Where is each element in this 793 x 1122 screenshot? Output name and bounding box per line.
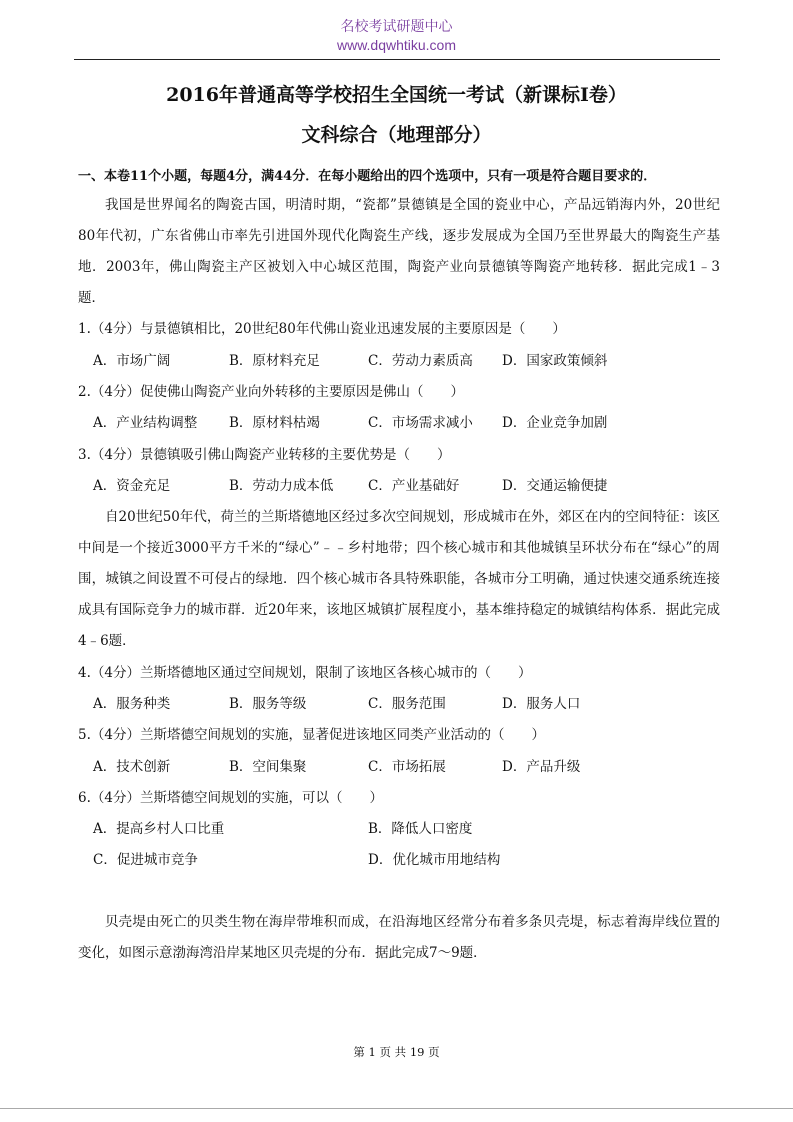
header-divider (74, 59, 720, 60)
q6-option-a: A．提高乡村人口比重 (93, 821, 225, 837)
q3-option-c: C．产业基础好 (368, 478, 460, 494)
q1-option-c: C．劳动力素质高 (368, 353, 473, 369)
question-3: 3.（4分）景德镇吸引佛山陶瓷产业转移的主要优势是（ ） (78, 447, 451, 463)
q1-option-b: B．原材料充足 (229, 353, 320, 369)
section-heading: 一、本卷11个小题，每题4分，满44分．在每小题给出的四个选项中，只有一项是符合题目要求的． (78, 169, 657, 184)
q2-option-c: C．市场需求减小 (368, 415, 473, 431)
question-6: 6.（4分）兰斯塔德空间规划的实施，可以（ ） (78, 790, 383, 806)
q4-option-c: C．服务范围 (368, 696, 446, 712)
site-url[interactable]: www.dqwhtiku.com (336, 37, 457, 53)
q3-option-d: D．交通运输便捷 (502, 478, 608, 494)
question-1: 1.（4分）与景德镇相比，20世纪80年代佛山瓷业迅速发展的主要原因是（ ） (78, 321, 566, 337)
passage-randstad: 自20世纪50年代，荷兰的兰斯塔德地区经过多次空间规划，形成城市在外，郊区在内的空间特征：该区中间是一个接近3000平方千米的“绿心”﹣﹣乡村地带；四个核心城市和其他城镇呈环状分布在“绿心”的周围，城镇之间设置不可侵占的绿地．四个核心城市各具特殊职能，各城市分工明确，通过快速交通系统连接成具有国际竞争力的城市群．近20年来，该地区城镇扩展程度小，基本维持稳定的城镇结构体系．据此完成4﹣6题． (78, 509, 720, 649)
question-5: 5.（4分）兰斯塔德空间规划的实施，显著促进该地区同类产业活动的（ ） (78, 727, 545, 743)
q4-option-d: D．服务人口 (502, 696, 581, 712)
q4-option-b: B．服务等级 (229, 696, 307, 712)
q6-option-b: B．降低人口密度 (368, 821, 473, 837)
q5-option-b: B．空间集聚 (229, 759, 307, 775)
q3-option-a: A．资金充足 (93, 478, 171, 494)
passage-shell-ridge: 贝壳堤由死亡的贝类生物在海岸带堆积而成，在沿海地区经常分布着多条贝壳堤，标志着海岸线位置的变化，如图示意渤海湾沿岸某地区贝壳堤的分布．据此完成7～9题． (78, 914, 720, 961)
q2-option-b: B．原材料枯竭 (229, 415, 320, 431)
q5-option-d: D．产品升级 (502, 759, 581, 775)
q6-option-d: D．优化城市用地结构 (368, 852, 501, 868)
page-number: 第 1 页 共 19 页 (353, 1045, 440, 1059)
question-2: 2.（4分）促使佛山陶瓷产业向外转移的主要原因是佛山（ ） (78, 384, 464, 400)
q1-option-a: A．市场广阔 (93, 353, 171, 369)
bottom-divider (0, 1108, 793, 1109)
passage-ceramics: 我国是世界闻名的陶瓷古国，明清时期，“瓷都”景德镇是全国的瓷业中心，产品远销海内外，20世纪80年代初，广东省佛山市率先引进国外现代化陶瓷生产线，逐步发展成为全国乃至世界最大的陶瓷生产基地．2003年，佛山陶瓷主产区被划入中心城区范围，陶瓷产业向景德镇等陶瓷产地转移．据此完成1﹣3题． (78, 197, 720, 306)
q5-option-a: A．技术创新 (93, 759, 171, 775)
q2-option-a: A．产业结构调整 (93, 415, 198, 431)
exam-title: 2016年普通高等学校招生全国统一考试（新课标Ⅰ卷） (166, 84, 627, 106)
page-header (0, 18, 793, 54)
q4-option-a: A．服务种类 (93, 696, 171, 712)
q1-option-d: D．国家政策倾斜 (502, 353, 608, 369)
q5-option-c: C．市场拓展 (368, 759, 446, 775)
q2-option-d: D．企业竞争加剧 (502, 415, 608, 431)
q6-option-c: C．促进城市竞争 (93, 852, 198, 868)
site-name: 名校考试研题中心 (340, 19, 453, 35)
exam-subtitle: 文科综合（地理部分） (301, 124, 492, 146)
question-4: 4.（4分）兰斯塔德地区通过空间规划，限制了该地区各核心城市的（ ） (78, 665, 532, 681)
q3-option-b: B．劳动力成本低 (229, 478, 334, 494)
